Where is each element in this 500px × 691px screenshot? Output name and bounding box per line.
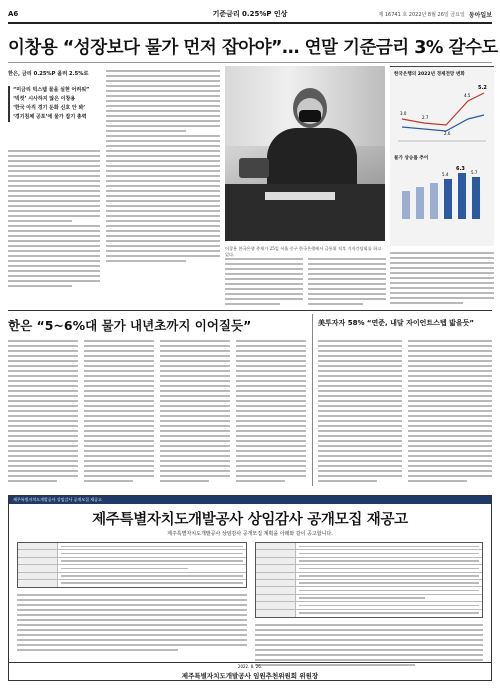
ad-organization: 제주특별자치도개발공사 임원추천위원회 위원장: [181, 671, 319, 680]
deck-line: “미금리 빅스텝 물을 실현 어려워”: [13, 86, 90, 93]
lead-text: 한은, 금리 0.25%P 올려 2.5%로: [8, 71, 89, 77]
recruitment-advertisement: [8, 495, 492, 681]
chart-label: 2.6: [444, 131, 451, 136]
header-rule: [8, 22, 492, 24]
third-body-col-2: [408, 340, 492, 482]
ad-subtitle: 제주특별자치도개발공사 상임감사 공개모집 계획을 아래와 같이 공고합니다.: [167, 531, 333, 537]
economic-outlook-chart: [390, 66, 494, 246]
main-body-col-1: [8, 150, 100, 287]
section-title: 기준금리 0.25%P 인상: [212, 10, 288, 18]
main-body-col-3: [225, 258, 303, 305]
newspaper-brand: 동아일보: [468, 11, 492, 19]
press-photo: [225, 66, 385, 241]
deck-line: ‘빅컷’ 시사하지 않은 이창용: [13, 95, 76, 102]
issue-date: 제 16741 호 2022년 8월 26일 금요일: [378, 11, 465, 18]
chart-label: 2.7: [422, 115, 429, 120]
second-body-col-2: [84, 340, 154, 482]
ad-left-block: [17, 542, 247, 651]
main-body-col-4: [308, 258, 386, 305]
deck-line: ‘경기침체 공포’에 물가 잡기 총력: [13, 113, 87, 120]
second-body-col-3: [160, 340, 230, 482]
issue-meta: [378, 10, 492, 19]
chart-label: 3.0: [400, 111, 407, 116]
inflation-bar-chart: [394, 161, 490, 223]
main-body-col-5: [390, 252, 494, 304]
third-headline: 美투자자 58% “연준, 내달 자이언트스텝 밟을듯”: [318, 319, 474, 327]
photo-caption: 이창용 한국은행 총재가 25일 서울 중구 한국은행에서 금통위 직후 기자간담회를 하고 있다.: [225, 246, 382, 257]
deck-list: [8, 86, 100, 122]
chart-label: 6.3: [456, 166, 465, 172]
main-headline: 이창용 “성장보다 물가 먼저 잡아야”… 연말 기준금리 3% 갈수도: [8, 38, 498, 58]
chart-label: 5.4: [442, 172, 449, 177]
chart-label: 4.5: [464, 93, 471, 98]
column-divider: [312, 314, 313, 486]
chart-label: 5.2: [478, 85, 487, 91]
second-headline: 한은 “5~6%대 물가 내년초까지 이어질듯”: [8, 318, 252, 333]
ad-table-right: [255, 542, 483, 618]
main-body-col-2: [106, 70, 220, 262]
headline-rule: [8, 62, 492, 63]
lead-block: [8, 70, 100, 122]
ad-date: 2022. 8. 26.: [237, 663, 263, 669]
ad-left-notes: [17, 594, 247, 651]
chart-label: 5.7: [471, 170, 478, 175]
second-body-col-4: [236, 340, 306, 482]
ad-right-notes: [255, 624, 483, 666]
deck-line: ‘한국 아직 경기 둔화 신호 안 봐’: [13, 104, 86, 111]
third-body-col-1: [318, 340, 402, 482]
ad-table-left: [17, 542, 247, 588]
second-body-col-1: [8, 340, 78, 482]
ad-topbar: 제주특별자치도개발공사 상임감사 공개모집 재공고: [9, 496, 491, 504]
ad-footer: [9, 662, 491, 680]
outlook-line-chart: [394, 79, 490, 149]
chart-subtitle: 물가 상승률 추이: [394, 156, 429, 161]
ad-right-block: [255, 542, 483, 666]
page-number: A6: [8, 10, 19, 18]
page-header: [8, 8, 492, 20]
chart-title: 한국은행의 2022년 경제전망 변화: [394, 72, 465, 77]
section-divider: [8, 310, 492, 311]
ad-title: 제주특별자치도개발공사 상임감사 공개모집 재공고: [92, 512, 408, 528]
